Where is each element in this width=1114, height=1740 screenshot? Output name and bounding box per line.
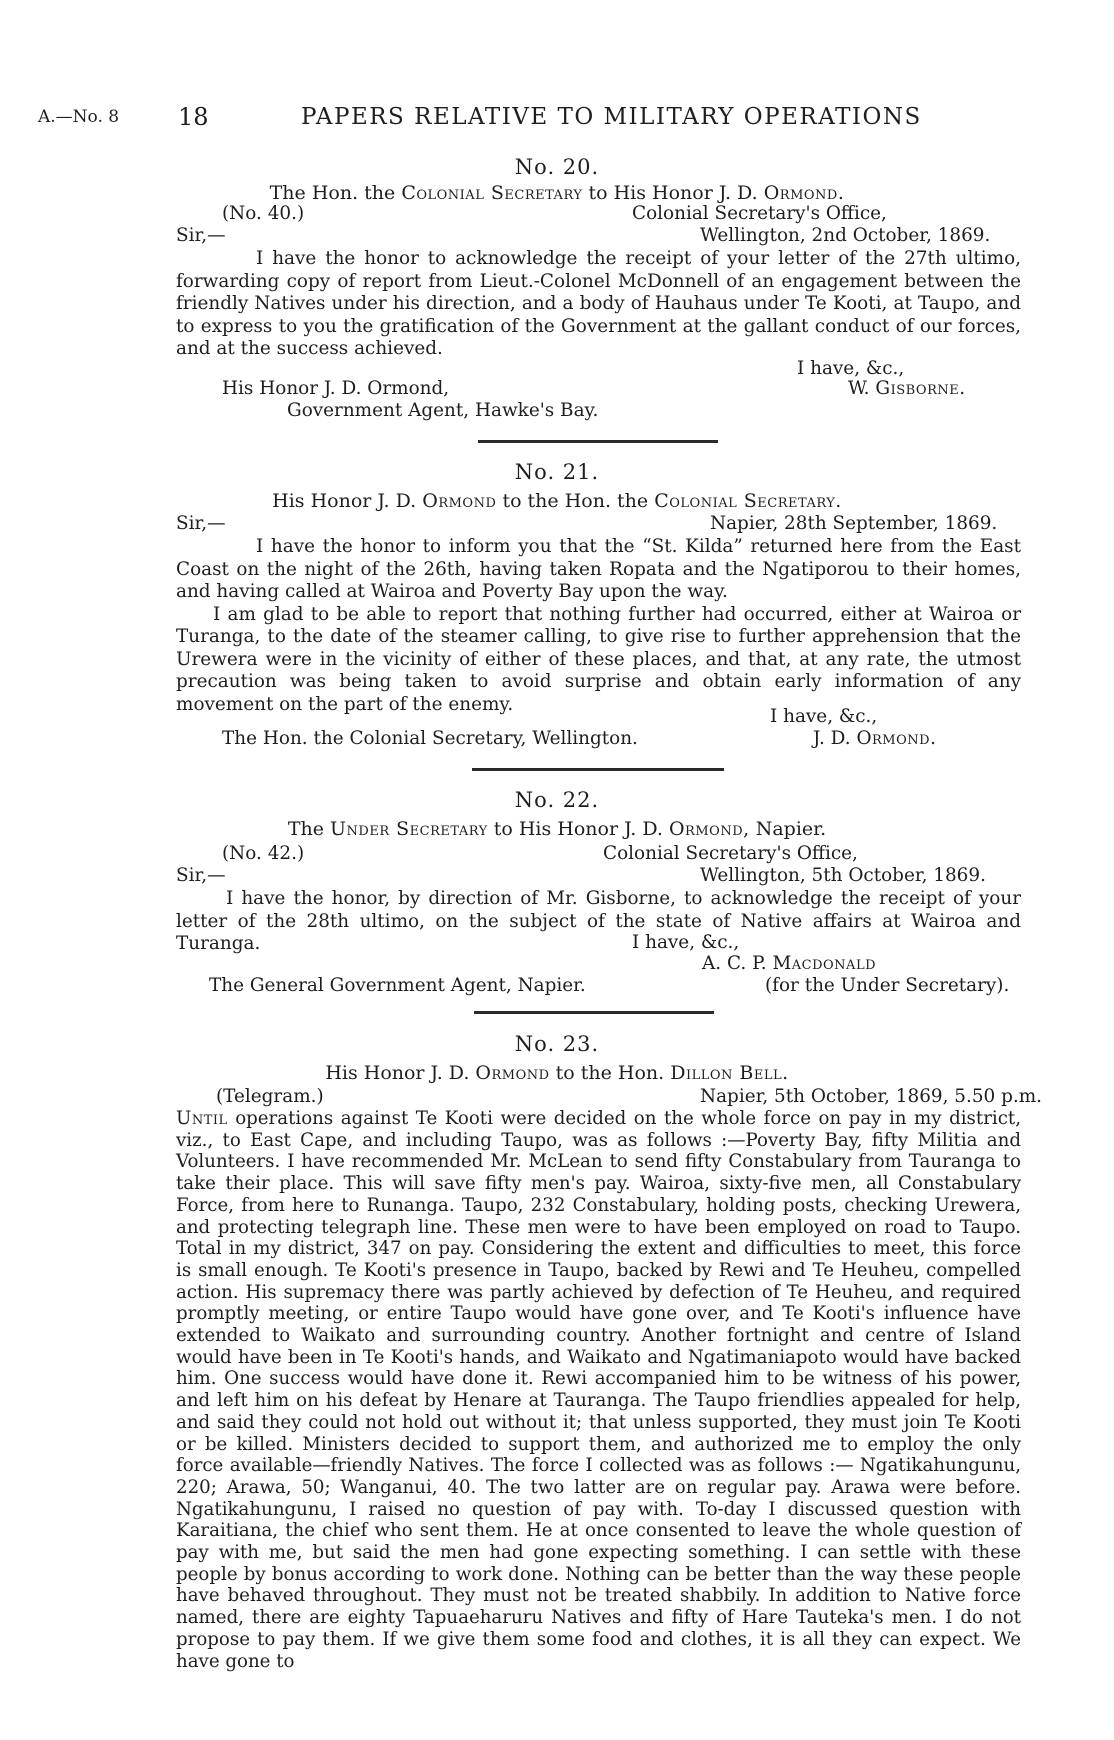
letter-number: No. 22. xyxy=(514,788,600,812)
telegram-body xyxy=(176,1108,1021,1672)
letter-body xyxy=(176,248,1021,361)
letter-closing: I have, &c., xyxy=(770,706,878,727)
page-number: 18 xyxy=(178,103,209,131)
section-divider xyxy=(472,768,724,771)
paragraph: I have the honor, by direction of Mr. Gisborne, to acknowledge the receipt of your letter of the 28th ultimo, on the subject of the state of Native affairs at Wairoa and Turanga. xyxy=(176,888,1021,954)
letter-body xyxy=(176,536,1021,716)
page-reference: A.—No. 8 xyxy=(38,107,120,127)
section-divider xyxy=(474,1011,714,1014)
letter-addressee-line2: Government Agent, Hawke's Bay. xyxy=(287,400,599,421)
section-divider xyxy=(478,440,718,443)
letter-place-date: Wellington, 2nd October, 1869. xyxy=(700,225,991,246)
letter-addressee: His Honor J. D. Ormond, xyxy=(222,378,450,399)
paragraph: I have the honor to acknowledge the receipt of your letter of the 27th ultimo, forwarding copy of report from Lieut.-Colonel McDonnell of an engagement between the friendly Natives under his direction, and a body of Hauhaus under Te Kooti, at Taupo, and to express to you the gratification of the Government at the gallant conduct of our forces, and at the success achieved. xyxy=(176,248,1021,359)
letter-number: No. 23. xyxy=(514,1032,600,1056)
paragraph: I have the honor to inform you that the “St. Kilda” returned here from the East Coast on the night of the 26th, having taken Ropata and the Ngatiporou to their homes, and having called at Wairoa and Poverty Bay upon the way. xyxy=(176,536,1021,602)
letter-place-date: Napier, 5th October, 1869, 5.50 p.m. xyxy=(700,1086,1042,1107)
letter-number: No. 20. xyxy=(514,155,600,179)
letter-closing: I have, &c., xyxy=(797,358,905,379)
letter-office: Colonial Secretary's Office, xyxy=(632,203,887,224)
letter-closing: I have, &c., xyxy=(632,932,740,953)
letter-heading: The Under Secretary to His Honor J. D. Ormond, Napier. xyxy=(287,818,827,840)
letter-addressee: The General Government Agent, Napier. xyxy=(209,975,586,996)
letter-office: Colonial Secretary's Office, xyxy=(603,843,858,864)
letter-heading: The Hon. the Colonial Secretary to His Honor J. D. Ormond. xyxy=(269,182,845,204)
letter-salutation: Sir,— xyxy=(176,513,226,534)
letter-signature: J. D. Ormond. xyxy=(813,728,937,749)
letter-ref-no: (No. 40.) xyxy=(222,203,305,224)
letter-place-date: Wellington, 5th October, 1869. xyxy=(700,865,986,886)
paragraph: Until operations against Te Kooti were decided on the whole force on pay in my district, viz., to East Cape, and including Taupo, was as follows :—Poverty Bay, fifty Militia and Volunteers. I have recommended Mr. McLean to send fifty Constabulary from Tauranga to take their place. This will save fifty men's pay. Wairoa, sixty-five men, all Constabulary Force, from here to Runanga. Taupo, 232 Constabulary, holding posts, checking Urewera, and protecting telegraph line. These men were to have been employed on road to Taupo. Total in my district, 347 on pay. Considering the extent and difficulties to meet, this force is small enough. Te Kooti's presence in Taupo, backed by Rewi and Te Heuheu, compelled action. His supremacy there was partly achieved by defection of Te Heuheu, and required promptly meeting, or entire Taupo would have gone over, and Te Kooti's influence have extended to Waikato and surrounding country. Another fortnight and centre of Island would have been in Te Kooti's hands, and Waikato and Ngatimaniapoto would have backed him. One success would have done it. Rewi accompanied him to be witness of his power, and left him on his defeat by Henare at Tauranga. The Taupo friendlies appealed for help, and said they could not hold out without it; that unless supported, they must join Te Kooti or be killed. Ministers decided to support them, and authorized me to employ the only force available—friendly Natives. The force I collected was as follows :— Ngatikahungunu, 220; Arawa, 50; Wanganui, 40. The two latter are on regular pay. Arawa were before. Ngatikahungunu, I raised no question of pay with. To-day I discussed question with Karaitiana, the chief who sent them. He at once consented to leave the whole question of pay with me, but said the men had gone expecting something. I can settle with these people by bonus according to work done. Nothing can be better than the way these people have behaved throughout. They must not be treated shabbily. In addition to Native force named, there are eighty Tapuaeharuru Natives and fifty of Hare Tauteka's men. I do not propose to pay them. If we give them some food and clothes, it is all they can expect. We have gone to xyxy=(176,1108,1021,1672)
letter-body xyxy=(176,888,1021,956)
letter-ref-no: (Telegram.) xyxy=(216,1086,324,1107)
lead-word: Until xyxy=(176,1108,228,1129)
letter-number: No. 21. xyxy=(514,460,600,484)
letter-ref-no: (No. 42.) xyxy=(222,843,305,864)
letter-signature: W. Gisborne. xyxy=(848,378,966,399)
letter-heading: His Honor J. D. Ormond to the Hon. the Colonial Secretary. xyxy=(272,490,842,512)
letter-signature: A. C. P. Macdonald xyxy=(702,953,877,974)
letter-salutation: Sir,— xyxy=(176,865,226,886)
letter-signature-note: (for the Under Secretary). xyxy=(765,975,1010,996)
page-title: PAPERS RELATIVE TO MILITARY OPERATIONS xyxy=(301,104,922,130)
letter-addressee: The Hon. the Colonial Secretary, Wellington. xyxy=(222,728,638,749)
letter-place-date: Napier, 28th September, 1869. xyxy=(710,513,998,534)
paragraph: I am glad to be able to report that nothing further had occurred, either at Wairoa or Turanga, to the date of the steamer calling, to give rise to further apprehension that the Urewera were in the vicinity of either of these places, and that, at any rate, the utmost precaution was being taken to avoid surprise and obtain early information of any movement on the part of the enemy. xyxy=(176,603,1021,715)
letter-heading: His Honor J. D. Ormond to the Hon. Dillon Bell. xyxy=(325,1062,789,1084)
letter-salutation: Sir,— xyxy=(176,225,226,246)
